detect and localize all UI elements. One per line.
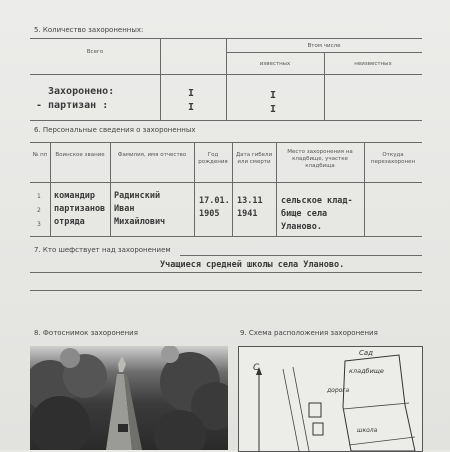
s6-header-death: Дата гибели или смерти — [235, 152, 273, 165]
s5-header-unknown: неизвестных — [354, 61, 392, 67]
s6-birth-line: 17.01. — [199, 196, 230, 206]
s5-header-known: известных — [259, 61, 291, 67]
s6-rank-line: партизанов — [54, 204, 106, 214]
s6-name-line: Михайлович — [114, 217, 166, 227]
scheme-cemetery-label: кладбище — [349, 367, 384, 375]
s5-row1-known: I — [270, 90, 277, 101]
s6-place-line: бище села — [281, 209, 328, 219]
s6-header-place: Место захоронения на кладбище, участке кладбища — [287, 149, 353, 169]
section5-title: 5. Количество захороненных: — [34, 26, 144, 34]
s6-header-num: № пп — [32, 152, 48, 158]
s5-row2-total: I — [188, 102, 195, 113]
s6-place-line: сельское клад- — [281, 196, 353, 206]
s6-death-line: 1941 — [237, 209, 258, 219]
s6-place-cell — [281, 195, 353, 234]
scheme-north-label: С — [253, 363, 260, 373]
section6-title: 6. Персональные сведения о захороненных — [34, 126, 196, 134]
s6-header-birth: Год рождения — [198, 152, 228, 165]
scheme-top-label: Сад — [359, 349, 374, 357]
s6-rank-cell — [54, 190, 105, 229]
s6-row-num-3: 3 — [37, 221, 41, 228]
grave-photo — [30, 346, 228, 450]
s6-header-rank: Воинское звание — [55, 152, 105, 158]
burial-scheme — [238, 346, 423, 452]
s6-header-name: Фамилия, имя отчество — [117, 152, 187, 158]
s6-place-line: Уланово. — [281, 222, 322, 232]
s6-row-num-2: 2 — [37, 207, 41, 214]
s5-row1-total: I — [188, 88, 195, 99]
s6-rank-line: командир — [54, 191, 95, 201]
scheme-road-label: дорога — [327, 387, 350, 394]
s6-name-line: Иван — [114, 204, 135, 214]
s5-row1-label: Захоронено: — [48, 86, 115, 97]
section7-value: Учащиеся средней школы села Уланово. — [160, 260, 345, 270]
section8-title: 8. Фотоснимок захоронения — [34, 329, 138, 337]
scheme-school-label: школа — [357, 427, 378, 434]
s5-header-total: Всего — [86, 49, 104, 55]
s6-death-cell — [237, 195, 263, 221]
s6-rank-line: отряда — [54, 217, 85, 227]
s6-birth-cell — [199, 195, 230, 221]
s6-row-num-1: 1 — [37, 193, 41, 200]
section9-title: 9. Схема расположения захоронения — [240, 329, 378, 337]
section7-title: 7. Кто шефствует над захоронением — [34, 246, 171, 254]
s6-name-line: Радинский — [114, 191, 161, 201]
s6-death-line: 13.11 — [237, 196, 263, 206]
s5-header-including: Втом числе — [307, 43, 341, 49]
s6-header-from: Откуда перезахоронен — [370, 152, 416, 165]
s5-row2-label: - партизан : — [36, 100, 109, 111]
s6-name-cell — [114, 190, 165, 229]
s6-birth-line: 1905 — [199, 209, 220, 219]
s5-row2-known: I — [270, 104, 277, 115]
